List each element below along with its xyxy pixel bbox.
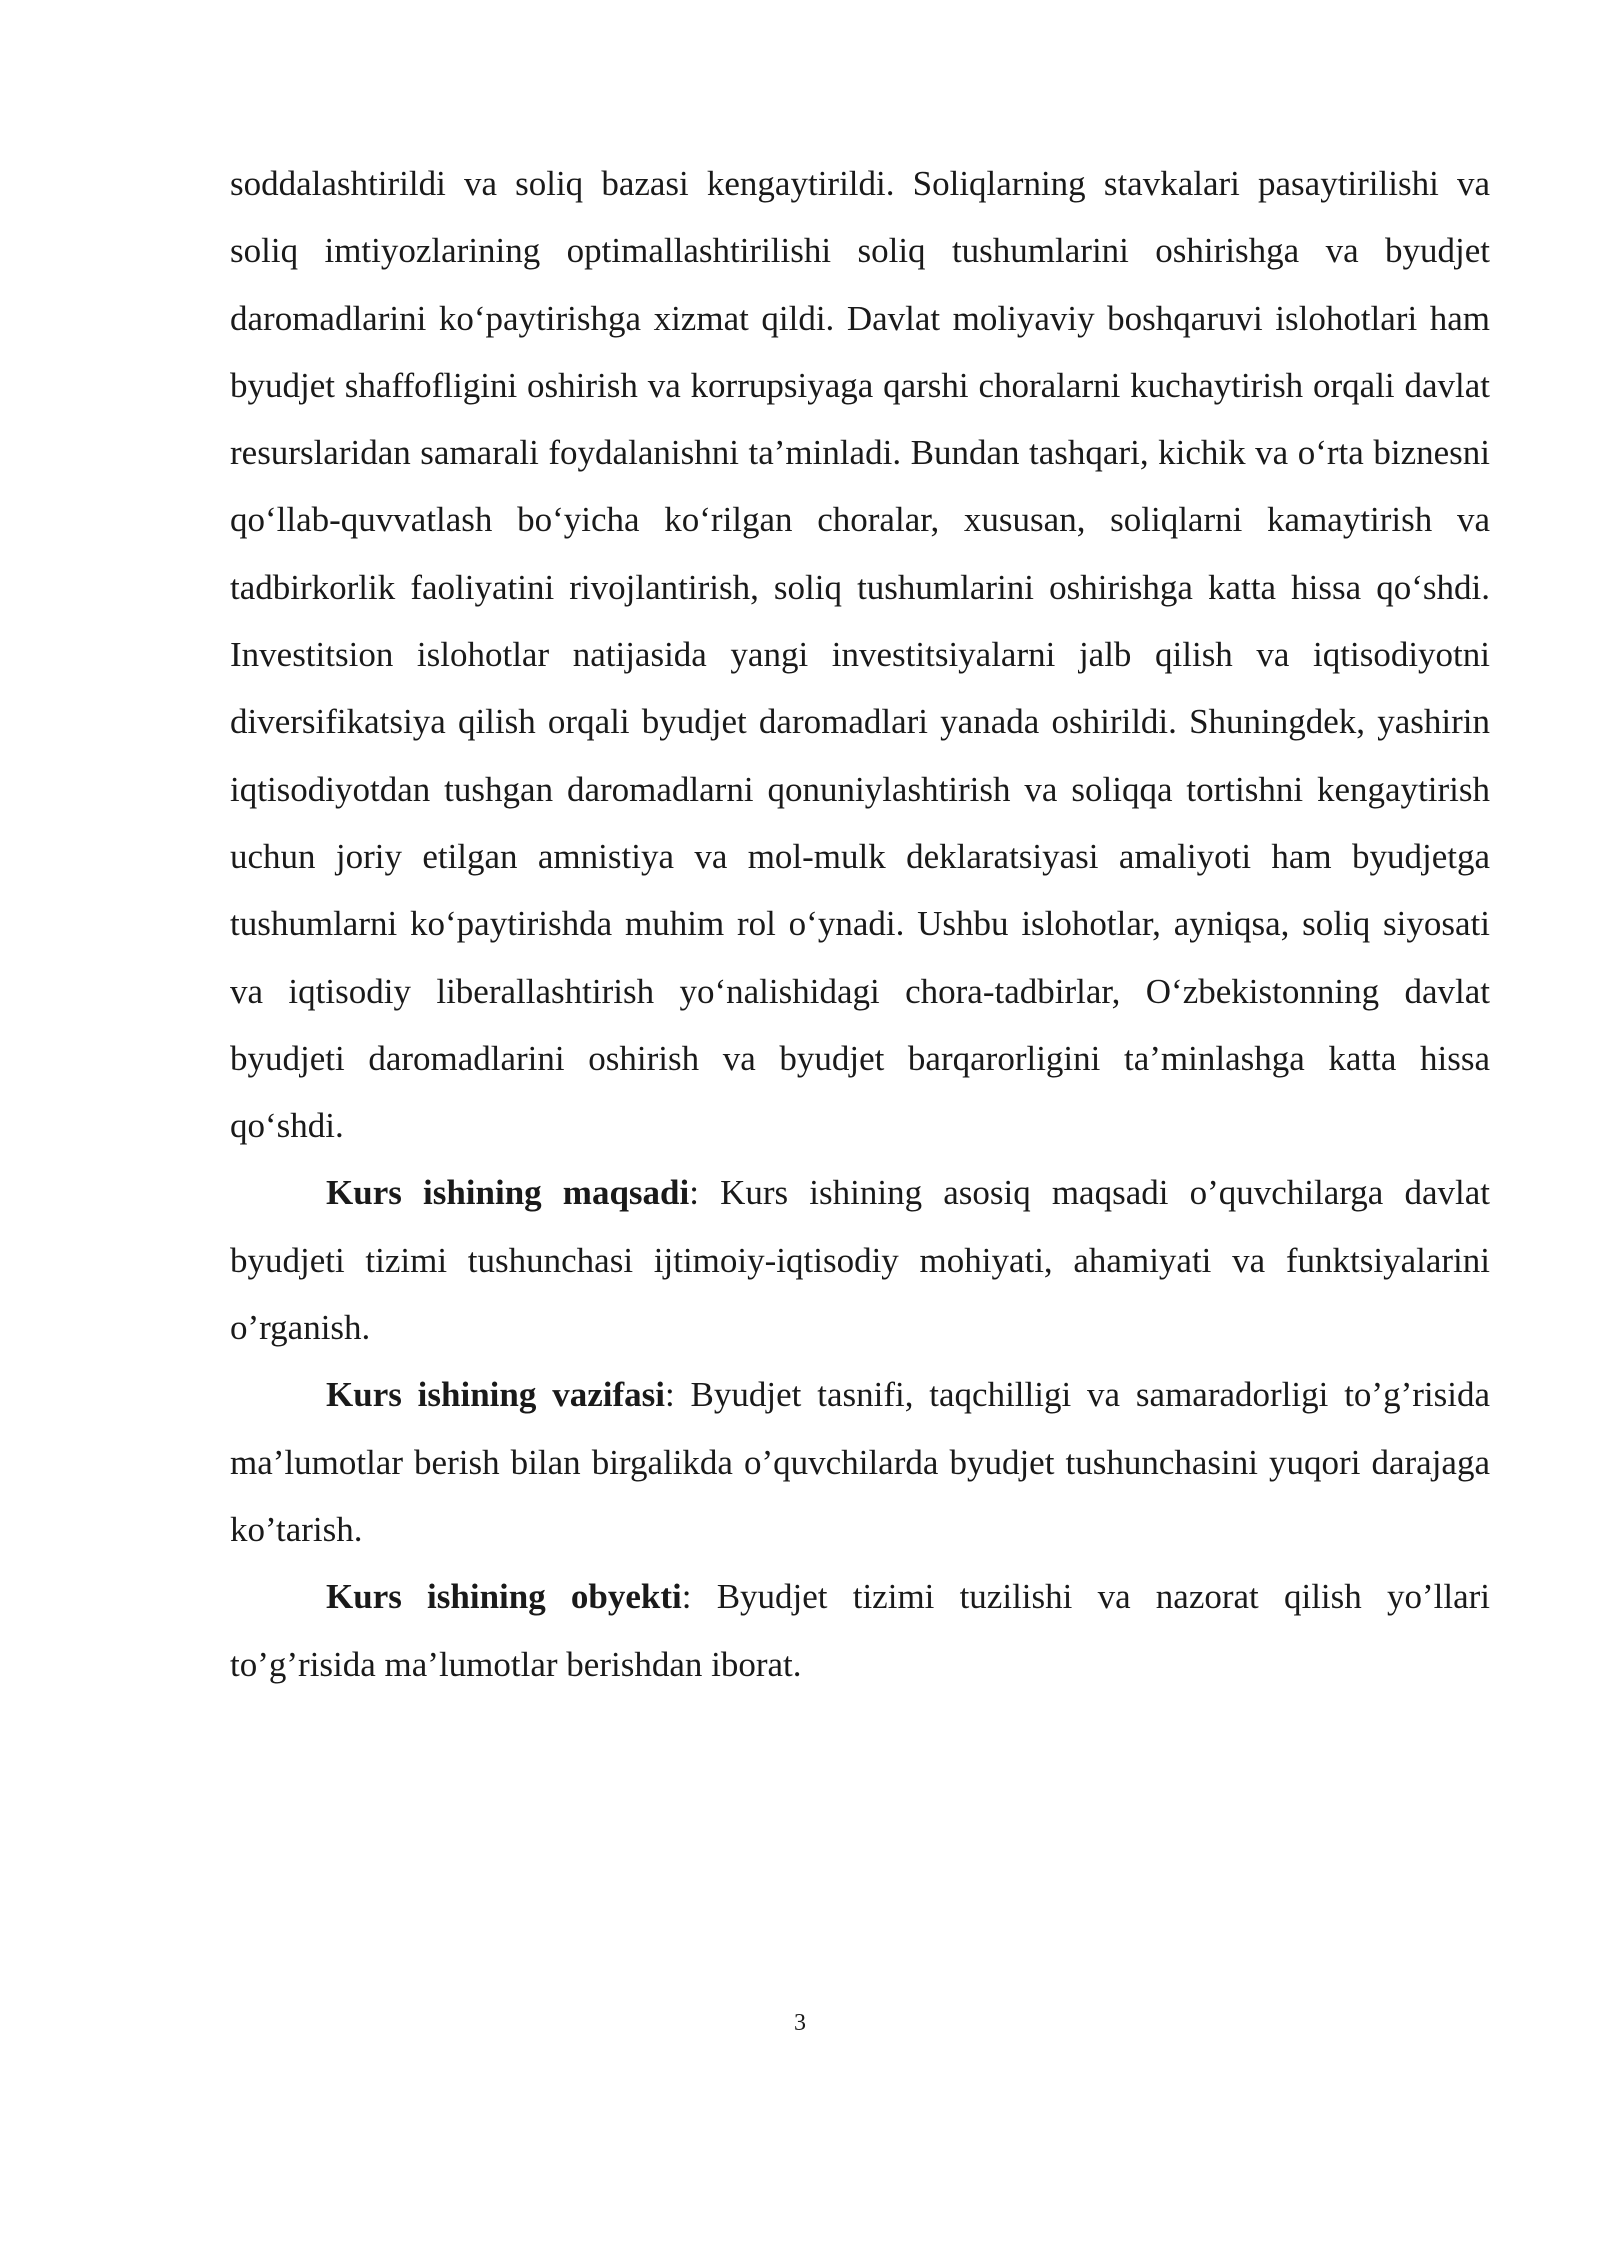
body-paragraph: soddalashtirildi va soliq bazasi kengaytirildi. Soliqlarning stavkalari pasaytirilishi va soliq imtiyozlarining optimallashtirilishi soliq tushumlarini oshirishga va byudjet daromadlarini ko‘paytirishga xizmat qildi. Davlat moliyaviy boshqaruvi islohotlari ham byudjet shaffofligini oshirish va korrupsiyaga qarshi choralarni kuchaytirish orqali davlat resurslaridan samarali foydalanishni ta’minladi. Bundan tashqari, kichik va o‘rta biznesni qo‘llab-quvvatlash bo‘yicha ko‘rilgan choralar, xususan, soliqlarni kamaytirish va tadbirkorlik faoliyatini rivojlantirish, soliq tushumlarini oshirishga katta hissa qo‘shdi. Investitsion islohotlar natijasida yangi investitsiyalarni jalb qilish va iqtisodiyotni diversifikatsiya qilish orqali byudjet daromadlari yanada oshirildi. Shuningdek, yashirin iqtisodiyotdan tushgan daromadlarni qonuniylashtirish va soliqqa tortishni kengaytirish uchun joriy etilgan amnistiya va mol-mulk deklaratsiyasi amaliyoti ham byudjetga tushumlarni ko‘paytirishda muhim rol o‘ynadi. Ushbu islohotlar, ayniqsa, soliq siyosati va iqtisodiy liberallashtirish yo‘nalishidagi chora-tadbirlar, O‘zbekistonning davlat byudjeti daromadlarini oshirish va byudjet barqarorligini ta’minlashga katta hissa qo‘shdi.	[230, 164, 1490, 1146]
task-label: Kurs ishining vazifasi	[326, 1375, 665, 1415]
page-number: 3	[794, 2010, 806, 2036]
object-paragraph	[230, 1563, 1490, 1698]
document-body	[230, 150, 1490, 1698]
goal-label: Kurs ishining maqsadi	[326, 1173, 690, 1213]
task-paragraph	[230, 1361, 1490, 1563]
task-text: : Byudjet tasnifi, taqchilligi va samaradorligi to’g’risida ma’lumotlar berish bilan birgalikda o’quvchilarda byudjet tushunchasini yuqori darajaga ko’tarish.	[230, 1375, 1490, 1549]
goal-paragraph	[230, 1159, 1490, 1361]
object-label: Kurs ishining obyekti	[326, 1577, 682, 1617]
goal-text: : Kurs ishining asosiq maqsadi o’quvchilarga davlat byudjeti tizimi tushunchasi ijtimoiy-iqtisodiy mohiyati, ahamiyati va funktsiyalarini o’rganish.	[230, 1173, 1490, 1348]
object-text: : Byudjet tizimi tuzilishi va nazorat qilish yo’llari to’g’risida ma’lumotlar berishdan iborat.	[230, 1577, 1490, 1684]
